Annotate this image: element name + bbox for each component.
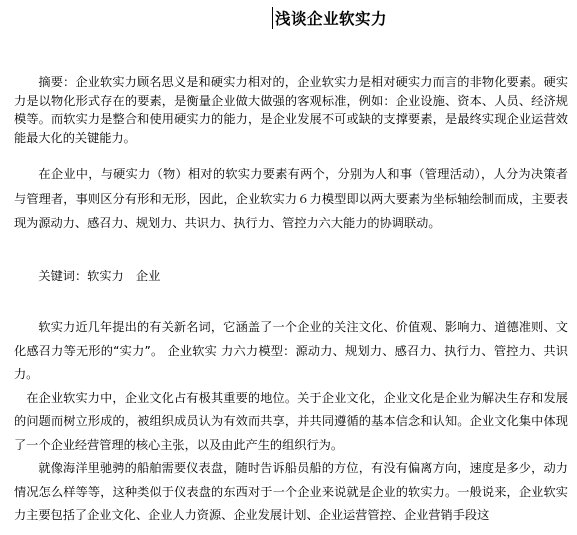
title-line[interactable]	[272, 6, 387, 30]
body-paragraph[interactable]: 在企业软实力中，企业文化占有极其重要的地位。关于企业文化，企业文化是企业为解决生存和发展的问题而树立形成的，被组织成员认为有效而共享，并共同遵循的基本信念和认知。企业文化集中体现了一个企业经营管理的核心主张，以及由此产生的组织行为。	[14, 390, 568, 452]
text-cursor	[272, 7, 273, 29]
keyword-item: 企业	[135, 269, 161, 283]
abstract-paragraph[interactable]	[14, 73, 568, 147]
body-text	[14, 316, 568, 528]
body-paragraph[interactable]: 软实力近几年提出的有关新名词，它涵盖了一个企业的关注文化、价值观、影响力、道德准则、文化感召力等无形的“实力”。 企业软实 力六力模型：源动力、规划力、感召力、执行力、管控力、共识力。	[14, 320, 568, 381]
keywords-label: 关键词：	[38, 269, 88, 283]
keyword-item: 软实力	[87, 269, 124, 283]
document-title[interactable]: 浅谈企业软实力	[275, 9, 388, 28]
keywords-line[interactable]	[14, 266, 568, 286]
body-paragraph[interactable]: 就像海洋里驰骋的船舶需要仪表盘，随时告诉船员船的方位，有没有偏离方向，速度是多少，动力情况怎么样等等，这种类似于仪表盘的东西对于一个企业来说就是企业的软实力。一般说来，企业软实力主要包括了企业文化、企业人力资源、企业发展计划、企业运营管控、企业营销手段这	[14, 461, 568, 522]
intro-paragraph[interactable]: 在企业中，与硬实力（物）相对的软实力要素有两个，分别为人和事（管理活动），人分为决策者与管理者，事则区分有形和无形，因此，企业软实力６力模型即以两大要素为坐标轴绘制而成，主要表现为源动力、感召力、规划力、共识力、执行力、管控力六大能力的协调联动。	[14, 167, 568, 230]
abstract-label: 摘要：	[38, 75, 76, 89]
abstract-text: 企业软实力顾名思义是和硬实力相对的，企业软实力是相对硬实力而言的非物化要素。硬实力是以物化形式存在的要素，是衡量企业做大做强的客观标准，例如：企业设施、资本、人员、经济规模等。而软实力是整合和使用硬实力的能力，是企业发展不可或缺的支撑要素，是最终实现企业运营效能最大化的关键能力。	[14, 75, 569, 145]
